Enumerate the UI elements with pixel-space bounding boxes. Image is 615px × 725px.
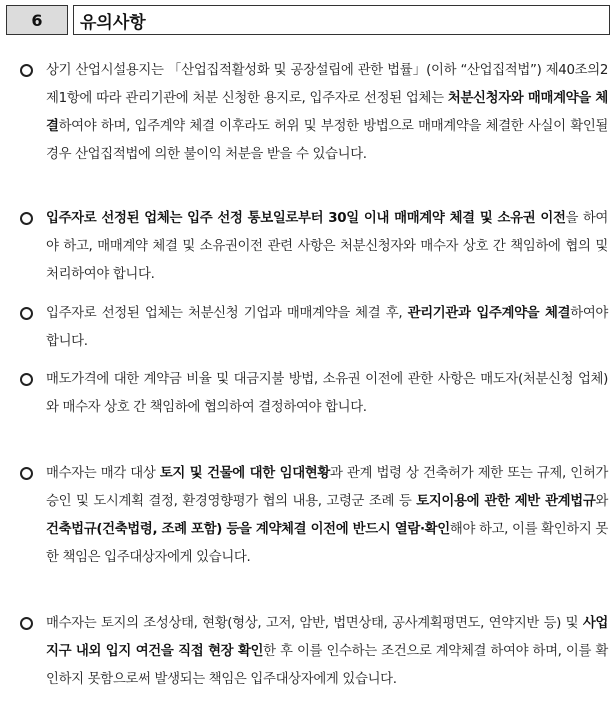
circle-bullet-icon bbox=[20, 617, 33, 630]
notice-text: 매도가격에 대한 계약금 비율 및 대금지불 방법, 소유권 이전에 관한 사항은 매도자(처분신청 업체)와 매수자 상호 간 책임하에 협의하여 결정하여야 합니다. bbox=[46, 372, 608, 415]
notice-item-3 bbox=[20, 300, 608, 356]
notice-text: 입주자로 선정된 업체는 입주 선정 통보일로부터 30일 이내 매매계약 체결 및 소유권 이전을 하여야 하고, 매매계약 체결 및 소유권이전 관련 사항은 처분신청자와 매수자 상호 간 책임하에 협의 및 처리하여야 합니다. bbox=[46, 211, 608, 282]
circle-bullet-icon bbox=[20, 467, 33, 480]
notice-item-4 bbox=[20, 366, 608, 422]
notice-text: 입주자로 선정된 업체는 처분신청 기업과 매매계약을 체결 후, 관리기관과 입주계약을 체결하여야 합니다. bbox=[46, 306, 608, 349]
circle-bullet-icon bbox=[20, 307, 33, 320]
notice-item-1 bbox=[20, 57, 608, 169]
notice-item-2 bbox=[20, 205, 608, 289]
section-header bbox=[6, 5, 610, 35]
circle-bullet-icon bbox=[20, 64, 33, 77]
notice-text: 매수자는 토지의 조성상태, 현황(형상, 고저, 암반, 법면상태, 공사계획평면도, 연약지반 등) 및 사업지구 내외 입지 여건을 직접 현장 확인한 후 이를 인수하는 조건으로 계약체결 하여야 하며, 이를 확인하지 못함으로써 발생되는 책임은 입주대상자에게 있습니다. bbox=[46, 616, 608, 687]
notice-text: 매수자는 매각 대상 토지 및 건물에 대한 임대현황과 관계 법령 상 건축허가 제한 또는 규제, 인허가 승인 및 도시계획 결정, 환경영향평가 협의 내용, 고령군 조례 등 토지이용에 관한 제반 관계법규와 건축법규(건축법령, 조례 포함) 등을 계약체결 이전에 반드시 열람·확인해야 하고, 이를 확인하지 못한 책임은 입주대상자에게 있습니다. bbox=[46, 466, 609, 565]
notice-text: 상기 산업시설용지는 「산업집적활성화 및 공장설립에 관한 법률」(이하 “산업집적법”) 제40조의2 제1항에 따라 관리기관에 처분 신청한 용지로, 입주자로 선정된 업체는 처분신청자와 매매계약을 체결하여야 하며, 입주계약 체결 이후라도 허위 및 부정한 방법으로 매매계약을 체결한 사실이 확인될 경우 산업집적법에 의한 불이익 처분을 받을 수 있습니다. bbox=[46, 63, 609, 162]
notice-item-6 bbox=[20, 610, 608, 694]
section-title: 유의사항 bbox=[73, 5, 610, 35]
section-number: 6 bbox=[6, 5, 68, 35]
notice-item-5 bbox=[20, 460, 608, 572]
circle-bullet-icon bbox=[20, 212, 33, 225]
circle-bullet-icon bbox=[20, 373, 33, 386]
